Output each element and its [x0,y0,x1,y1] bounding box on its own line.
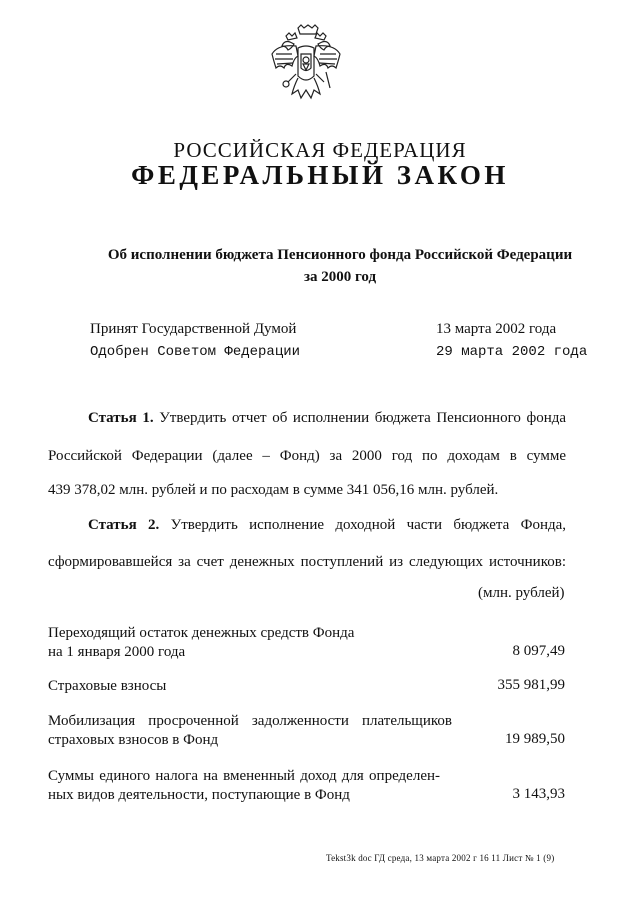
document-type-title: ФЕДЕРАЛЬНЫЙ ЗАКОН [131,160,509,190]
coat-of-arms-icon [268,24,344,112]
revenue-row-value: 19 989,50 [505,731,565,747]
article-1-heading: Статья 1. [88,410,154,426]
revenue-row-value: 3 143,93 [512,786,565,802]
council-approval-date: 29 марта 2002 года [436,344,588,360]
page-footer: Tekst3k doc ГД среда, 13 марта 2002 г 16 11 Лист № 1 (9) [326,853,555,863]
subject-line-2: за 2000 год [303,269,377,285]
revenue-row-label: Мобилизация просроченной задолженности плательщиков страховых взносов в Фонд [48,713,452,748]
duma-adoption-label: Принят Государственной Думой [90,321,297,337]
subject-line-1: Об исполнении бюджета Пенсионного фонда Российской Федерации [107,247,573,263]
article-1-line-3: 439 378,02 млн. рублей и по расходам в сумме 341 056,16 млн. рублей. [48,482,499,498]
article-1-line-2: Российской Федерации (далее – Фонд) за 2000 год по доходам в сумме [48,448,566,464]
council-approval-label: Одобрен Советом Федерации [90,344,301,360]
article-1-line-1: Статья 1. Утвердить отчет об исполнении бюджета Пенсионного фонда [88,410,567,426]
article-2-line-1: Статья 2. Утвердить исполнение доходной части бюджета Фонда, [88,517,567,533]
duma-adoption-date: 13 марта 2002 года [436,321,557,337]
revenue-row-label: Суммы единого налога на вмененный доход для определен- ных видов деятельности, поступающие в Фонд [48,768,440,803]
revenue-row-value: 355 981,99 [497,677,565,693]
revenue-row-value: 8 097,49 [512,643,565,659]
country-heading: РОССИЙСКАЯ ФЕДЕРАЦИЯ [173,138,467,162]
revenue-row-label: Страховые взносы [48,678,167,694]
article-2-line-2: сформировавшейся за счет денежных поступлений из следующих источников: [48,554,566,570]
revenue-row-label: Переходящий остаток денежных средств Фонда на 1 января 2000 года [48,625,355,660]
law-subject [60,244,620,288]
units-label: (млн. рублей) [478,585,565,601]
article-2-heading: Статья 2. [88,517,160,533]
